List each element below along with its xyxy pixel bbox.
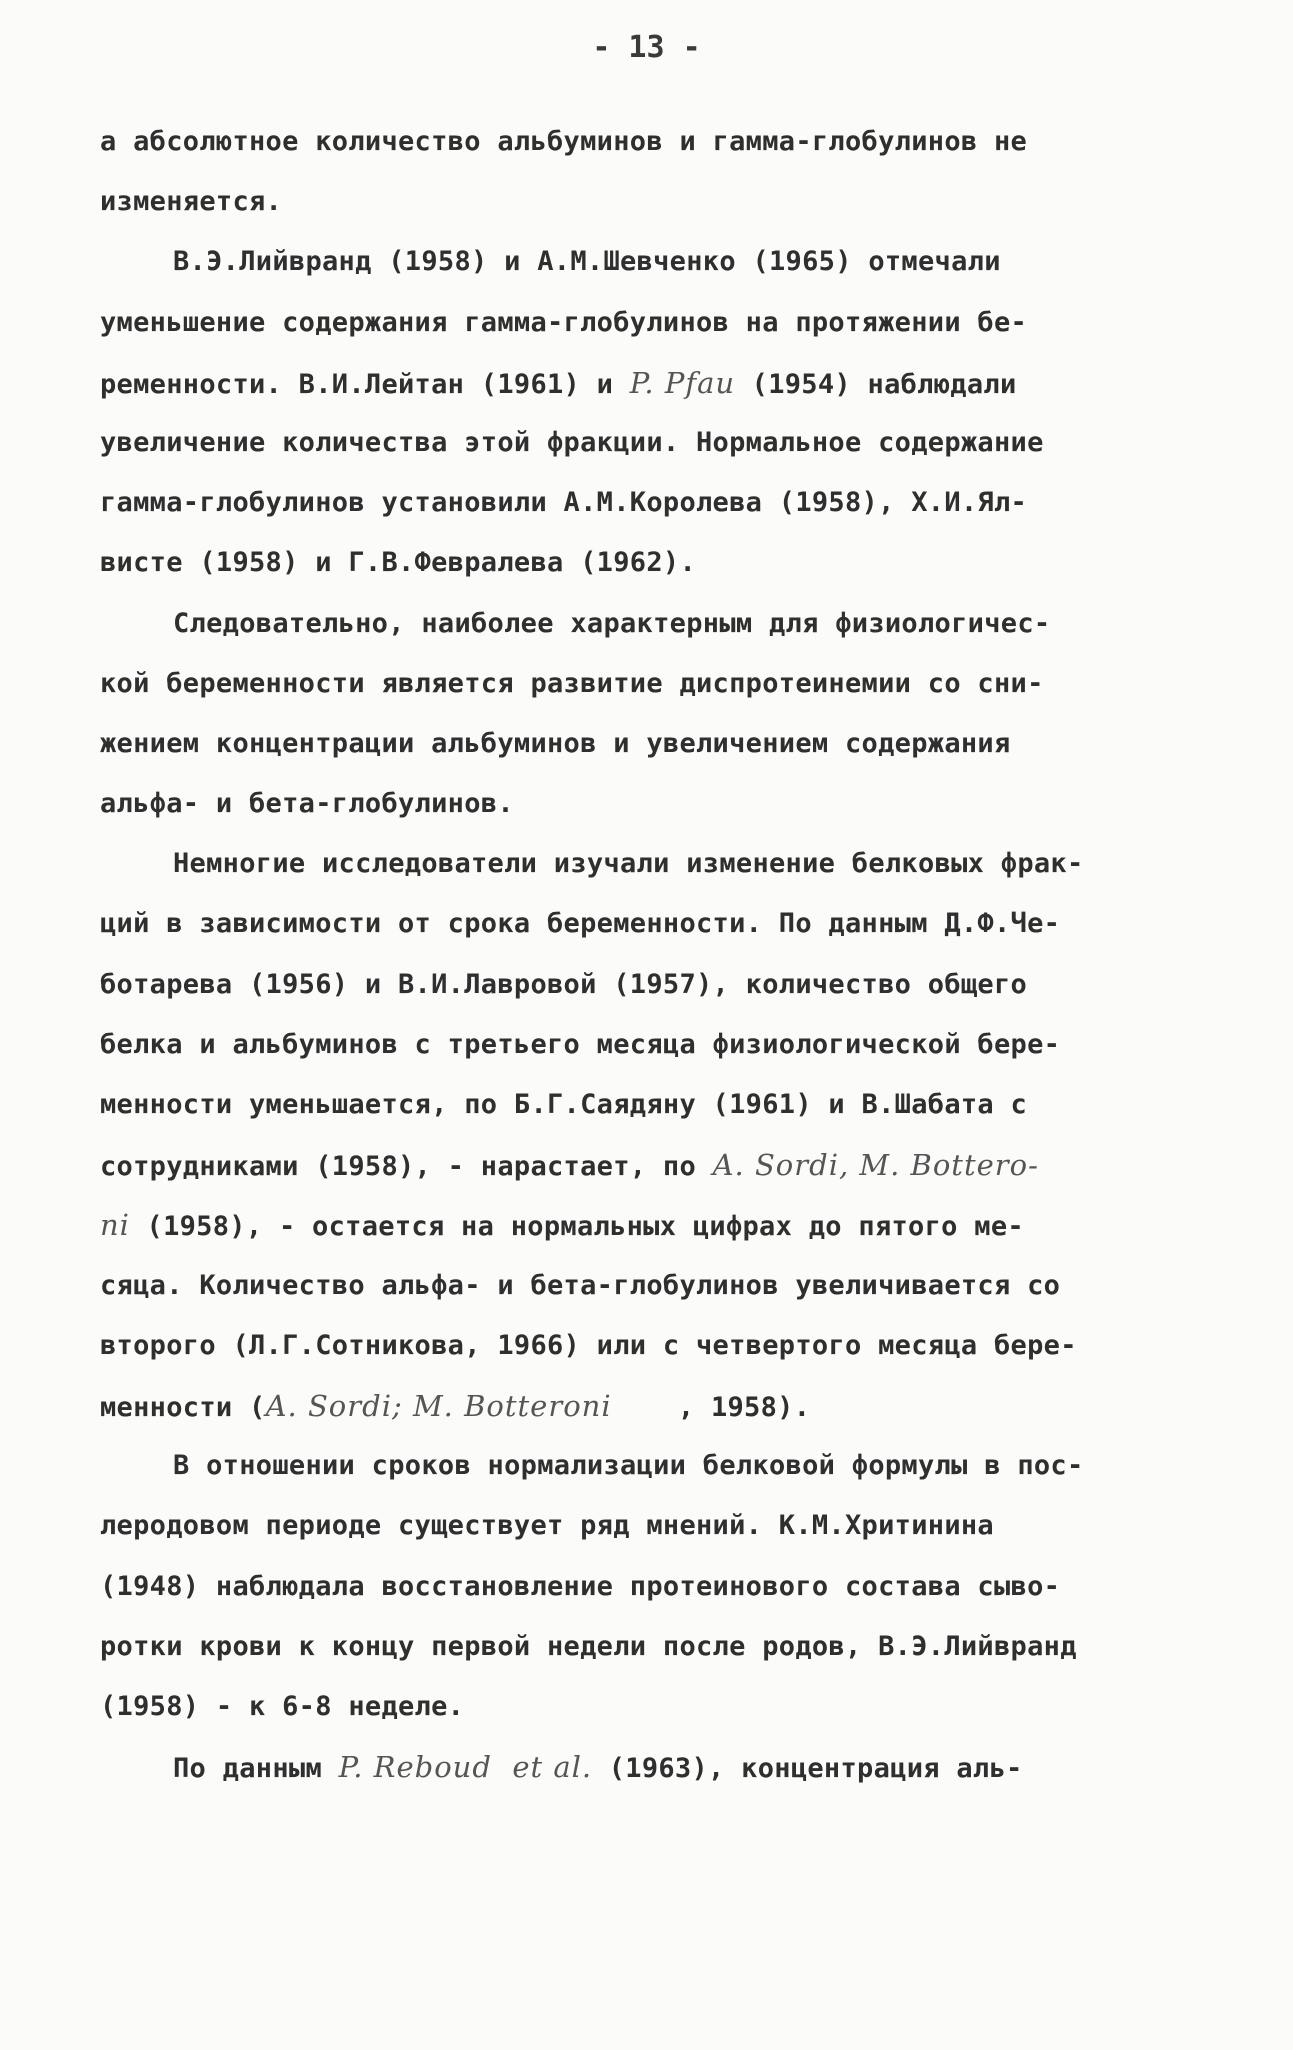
text-line	[100, 1376, 1185, 1436]
text-line: увеличение количества этой фракции. Нормальное содержание	[100, 426, 1044, 458]
handwritten-name: P. Reboud et al.	[338, 1750, 593, 1785]
handwritten-name: A. Sordi; M. Botteroni	[265, 1388, 612, 1423]
text-line: Немногие исследователи изучали изменение белковых фрак-	[173, 848, 1084, 880]
text-line: В отношении сроков нормализации белковой формулы в пос-	[173, 1450, 1084, 1482]
text-line: жением концентрации альбуминов и увеличением содержания	[100, 727, 1011, 759]
text-line: леродовом периоде существует ряд мнений. К.М.Хритинина	[100, 1510, 994, 1542]
text-segment: менности (	[100, 1391, 266, 1423]
text-line	[100, 1195, 1185, 1255]
text-line: изменяется.	[100, 186, 283, 218]
text-line	[100, 353, 1185, 413]
text-line	[100, 1135, 1185, 1195]
text-segment: (1963), концентрация аль-	[592, 1753, 1023, 1785]
text-line: менности уменьшается, по Б.Г.Саядяну (1961) и В.Шабата с	[100, 1089, 1028, 1120]
text-line: (1958) - к 6-8 неделе.	[100, 1690, 465, 1722]
text-line: ротки крови к концу первой недели после родов, В.Э.Лийвранд	[100, 1630, 1077, 1662]
text-line: кой беременности является развитие диспротеинемии со сни-	[100, 667, 1044, 699]
text-segment: , 1958).	[611, 1391, 811, 1423]
text-segment: По данным	[173, 1753, 339, 1785]
handwritten-name: P. Pfau	[629, 365, 736, 400]
text-line: Следовательно, наиболее характерным для физиологичес-	[173, 607, 1051, 639]
text-segment: (1954) наблюдали	[735, 368, 1017, 400]
handwritten-name: ni	[100, 1208, 130, 1243]
text-line: (1948) наблюдала восстановление протеинового состава сыво-	[100, 1570, 1061, 1602]
text-line: альфа- и бета-глобулинов.	[100, 788, 514, 820]
text-line: ботарева (1956) и В.И.Лавровой (1957), количество общего	[100, 968, 1028, 1000]
text-line: второго (Л.Г.Сотникова, 1966) или с четвертого месяца бере-	[100, 1329, 1077, 1361]
text-line: гамма-глобулинов установили А.М.Королева (1958), Х.И.Ял-	[100, 487, 1028, 519]
text-line	[100, 1737, 1185, 1797]
text-line: белка и альбуминов с третьего месяца физиологической бере-	[100, 1028, 1061, 1060]
text-line: а абсолютное количество альбуминов и гамма-глобулинов не	[100, 126, 1028, 157]
text-segment: (1958), - остается на нормальных цифрах до пятого ме-	[129, 1211, 1024, 1243]
text-line: В.Э.Лийвранд (1958) и А.М.Шевченко (1965) отмечали	[173, 246, 1001, 278]
text-line: ций в зависимости от срока беременности. По данным Д.Ф.Че-	[100, 908, 1061, 940]
text-line: уменьшение содержания гамма-глобулинов на протяжении бе-	[100, 306, 1028, 338]
text-line: висте (1958) и Г.В.Февралева (1962).	[100, 547, 696, 579]
text-segment: сотрудниками (1958), - нарастает, по	[100, 1151, 713, 1183]
body-text	[100, 112, 1185, 1797]
text-line: сяца. Количество альфа- и бета-глобулинов увеличивается со	[100, 1269, 1061, 1301]
text-segment: ременности. В.И.Лейтан (1961) и	[100, 368, 630, 400]
page-number: - 13 -	[592, 30, 701, 65]
handwritten-name: A. Sordi, M. Bottero-	[712, 1148, 1039, 1183]
